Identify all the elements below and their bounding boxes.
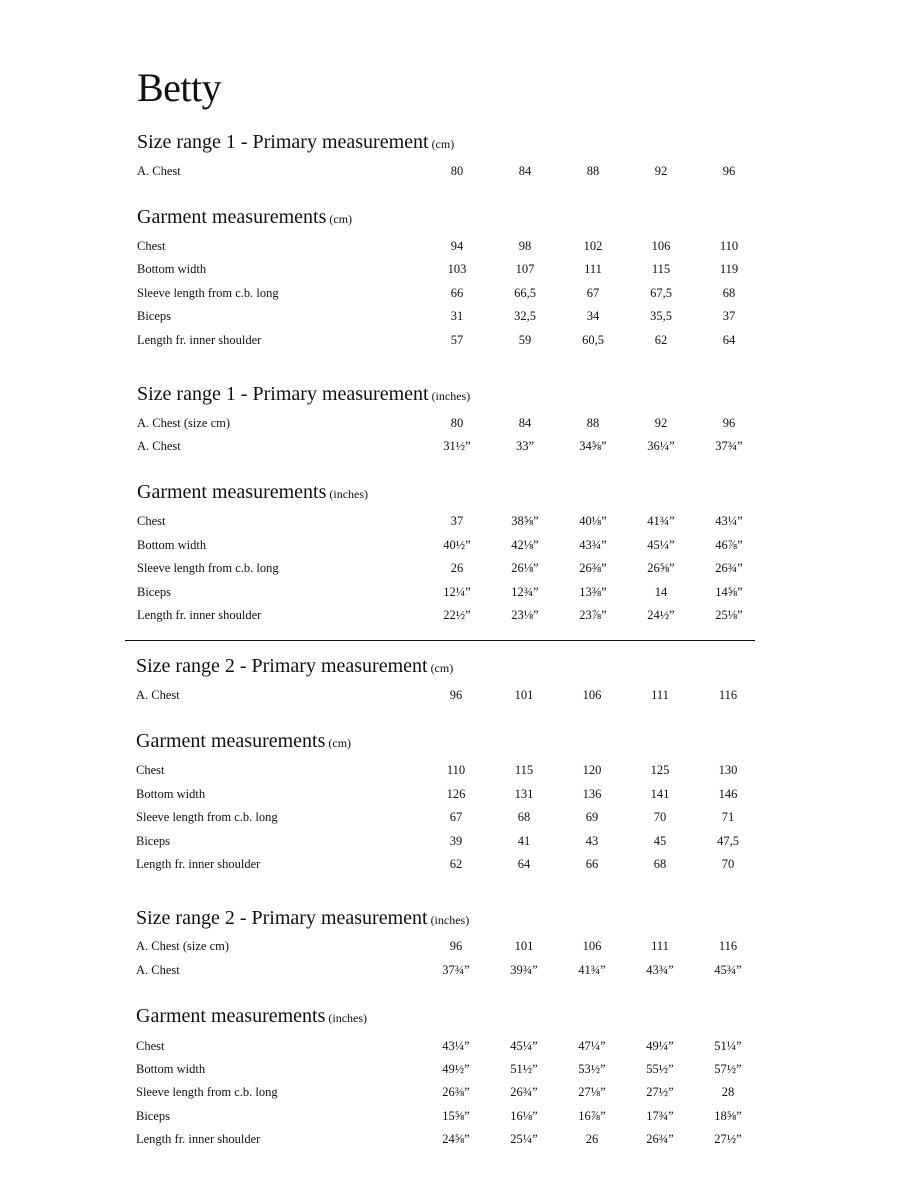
measurement-value: 15⅝” bbox=[442, 1109, 470, 1123]
measurement-value: 49½” bbox=[442, 1062, 470, 1076]
measurement-value: 115 bbox=[651, 262, 671, 276]
measurement-value: 36¼” bbox=[647, 439, 675, 453]
page-title: Betty bbox=[137, 65, 222, 110]
measurement-value: 111 bbox=[584, 262, 602, 276]
measurement-value: 26¾” bbox=[510, 1085, 538, 1099]
measurement-row bbox=[0, 936, 900, 956]
measurement-value: 84 bbox=[518, 164, 532, 178]
section-heading bbox=[136, 729, 351, 753]
measurement-value: 68 bbox=[653, 857, 667, 871]
measurement-value: 96 bbox=[722, 164, 736, 178]
measurement-row bbox=[0, 1082, 900, 1102]
measurement-value: 24½” bbox=[647, 608, 675, 622]
size-range-divider bbox=[125, 640, 755, 641]
measurement-value: 101 bbox=[514, 688, 534, 702]
measurement-value: 96 bbox=[449, 688, 463, 702]
measurement-value: 67 bbox=[586, 286, 600, 300]
measurement-value: 146 bbox=[718, 787, 738, 801]
measurement-value: 26⅛” bbox=[511, 561, 539, 575]
measurement-label: Sleeve length from c.b. long bbox=[136, 810, 278, 824]
measurement-value: 23⅞” bbox=[579, 608, 607, 622]
measurement-value: 31½” bbox=[443, 439, 471, 453]
measurement-value: 45¾” bbox=[714, 963, 742, 977]
section-unit: (cm) bbox=[431, 137, 455, 151]
measurement-value: 70 bbox=[653, 810, 667, 824]
measurement-value: 110 bbox=[719, 239, 739, 253]
measurement-value: 71 bbox=[721, 810, 735, 824]
measurement-row bbox=[0, 784, 900, 804]
measurement-value: 116 bbox=[718, 939, 738, 953]
measurement-value: 62 bbox=[449, 857, 463, 871]
measurement-value: 34 bbox=[586, 309, 600, 323]
measurement-value: 39 bbox=[449, 834, 463, 848]
measurement-value: 57 bbox=[450, 333, 464, 347]
measurement-row bbox=[0, 807, 900, 827]
measurement-value: 46⅞” bbox=[715, 538, 743, 552]
section-heading-text: Garment measurements bbox=[136, 730, 326, 752]
measurement-value: 126 bbox=[446, 787, 466, 801]
measurement-value: 136 bbox=[582, 787, 602, 801]
section-heading bbox=[136, 654, 453, 678]
measurement-label: Length fr. inner shoulder bbox=[137, 333, 262, 347]
measurement-row bbox=[0, 831, 900, 851]
measurement-value: 39¾” bbox=[510, 963, 538, 977]
measurement-value: 26⅝” bbox=[647, 561, 675, 575]
measurement-label: A. Chest (size cm) bbox=[136, 939, 230, 953]
measurement-value: 26⅜” bbox=[442, 1085, 470, 1099]
measurement-label: Sleeve length from c.b. long bbox=[137, 286, 279, 300]
section-unit: (cm) bbox=[328, 736, 352, 750]
measurement-row bbox=[0, 854, 900, 874]
measurement-value: 88 bbox=[586, 416, 600, 430]
measurement-value: 106 bbox=[582, 939, 602, 953]
measurement-label: A. Chest bbox=[137, 439, 181, 453]
measurement-value: 26¾” bbox=[715, 561, 743, 575]
measurement-value: 110 bbox=[446, 763, 466, 777]
section-heading-text: Size range 2 - Primary measurement bbox=[136, 907, 428, 929]
measurement-value: 37 bbox=[722, 309, 736, 323]
measurement-label: Length fr. inner shoulder bbox=[136, 1132, 261, 1146]
section-heading bbox=[137, 480, 368, 504]
measurement-value: 107 bbox=[515, 262, 535, 276]
measurement-value: 59 bbox=[518, 333, 532, 347]
measurement-value: 16⅛” bbox=[510, 1109, 538, 1123]
measurement-row bbox=[0, 236, 900, 256]
section-heading-text: Garment measurements bbox=[137, 481, 327, 503]
measurement-value: 51¼” bbox=[714, 1039, 742, 1053]
measurement-value: 111 bbox=[651, 688, 669, 702]
measurement-value: 70 bbox=[721, 857, 735, 871]
measurement-value: 53½” bbox=[578, 1062, 606, 1076]
measurement-value: 24⅝” bbox=[442, 1132, 470, 1146]
measurement-value: 23⅛” bbox=[511, 608, 539, 622]
measurement-value: 26⅜” bbox=[579, 561, 607, 575]
measurement-value: 119 bbox=[719, 262, 739, 276]
measurement-value: 43¼” bbox=[715, 514, 743, 528]
measurement-row bbox=[0, 413, 900, 433]
measurement-label: Biceps bbox=[137, 309, 172, 323]
measurement-row bbox=[0, 1059, 900, 1079]
measurement-value: 32,5 bbox=[514, 309, 536, 323]
section-unit: (inches) bbox=[431, 389, 471, 403]
measurement-value: 80 bbox=[450, 164, 464, 178]
measurement-value: 62 bbox=[654, 333, 668, 347]
measurement-value: 111 bbox=[651, 939, 669, 953]
measurement-value: 125 bbox=[650, 763, 670, 777]
section-unit: (inches) bbox=[430, 913, 470, 927]
measurement-value: 12¾” bbox=[511, 585, 539, 599]
measurement-value: 49¼” bbox=[646, 1039, 674, 1053]
measurement-value: 26 bbox=[450, 561, 464, 575]
measurement-value: 41¾” bbox=[647, 514, 675, 528]
measurement-value: 40½” bbox=[443, 538, 471, 552]
section-heading bbox=[137, 382, 470, 406]
measurement-row bbox=[0, 960, 900, 980]
measurement-value: 67 bbox=[449, 810, 463, 824]
measurement-value: 96 bbox=[722, 416, 736, 430]
measurement-label: Biceps bbox=[136, 834, 171, 848]
measurement-value: 141 bbox=[650, 787, 670, 801]
measurement-value: 18⅝” bbox=[714, 1109, 742, 1123]
section-heading bbox=[137, 205, 352, 229]
measurement-value: 43¾” bbox=[579, 538, 607, 552]
measurement-value: 92 bbox=[654, 416, 668, 430]
measurement-value: 98 bbox=[518, 239, 532, 253]
measurement-label: Chest bbox=[137, 514, 166, 528]
measurement-value: 14 bbox=[654, 585, 668, 599]
measurement-value: 25¼” bbox=[510, 1132, 538, 1146]
measurement-row bbox=[0, 685, 900, 705]
measurement-row bbox=[0, 535, 900, 555]
measurement-value: 67,5 bbox=[650, 286, 672, 300]
measurement-value: 16⅞” bbox=[578, 1109, 606, 1123]
measurement-value: 37¾” bbox=[442, 963, 470, 977]
measurement-value: 45¼” bbox=[647, 538, 675, 552]
measurement-label: Sleeve length from c.b. long bbox=[137, 561, 279, 575]
measurement-value: 47¼” bbox=[578, 1039, 606, 1053]
measurement-value: 103 bbox=[447, 262, 467, 276]
measurement-value: 66 bbox=[450, 286, 464, 300]
measurement-value: 80 bbox=[450, 416, 464, 430]
measurement-label: A. Chest (size cm) bbox=[137, 416, 231, 430]
measurement-value: 26 bbox=[585, 1132, 599, 1146]
measurement-value: 41¾” bbox=[578, 963, 606, 977]
measurement-label: Chest bbox=[137, 239, 166, 253]
measurement-value: 130 bbox=[718, 763, 738, 777]
measurement-value: 26¾” bbox=[646, 1132, 674, 1146]
measurement-value: 120 bbox=[582, 763, 602, 777]
measurement-value: 66,5 bbox=[514, 286, 536, 300]
measurement-value: 88 bbox=[586, 164, 600, 178]
measurement-value: 68 bbox=[517, 810, 531, 824]
measurement-value: 96 bbox=[449, 939, 463, 953]
measurement-value: 92 bbox=[654, 164, 668, 178]
measurement-value: 102 bbox=[583, 239, 603, 253]
measurement-value: 42⅛” bbox=[511, 538, 539, 552]
measurement-row bbox=[0, 436, 900, 456]
section-unit: (inches) bbox=[328, 1011, 368, 1025]
measurement-value: 106 bbox=[582, 688, 602, 702]
measurement-row bbox=[0, 558, 900, 578]
section-heading-text: Size range 1 - Primary measurement bbox=[137, 383, 429, 405]
measurement-row bbox=[0, 605, 900, 625]
measurement-label: A. Chest bbox=[136, 688, 180, 702]
measurement-value: 33” bbox=[515, 439, 535, 453]
measurement-value: 27½” bbox=[646, 1085, 674, 1099]
measurement-value: 47,5 bbox=[717, 834, 739, 848]
section-heading-text: Garment measurements bbox=[136, 1005, 326, 1027]
measurement-value: 69 bbox=[585, 810, 599, 824]
measurement-label: Chest bbox=[136, 1039, 165, 1053]
measurement-row bbox=[0, 161, 900, 181]
measurement-value: 37 bbox=[450, 514, 464, 528]
measurement-value: 101 bbox=[514, 939, 534, 953]
measurement-value: 27½” bbox=[714, 1132, 742, 1146]
measurement-value: 45 bbox=[653, 834, 667, 848]
measurement-value: 84 bbox=[518, 416, 532, 430]
measurement-value: 13⅜” bbox=[579, 585, 607, 599]
section-unit: (cm) bbox=[430, 661, 454, 675]
measurement-label: Chest bbox=[136, 763, 165, 777]
measurement-value: 31 bbox=[450, 309, 464, 323]
measurement-value: 131 bbox=[514, 787, 534, 801]
measurement-value: 106 bbox=[651, 239, 671, 253]
measurement-value: 41 bbox=[517, 834, 531, 848]
measurement-value: 12¼” bbox=[443, 585, 471, 599]
measurement-value: 57½” bbox=[714, 1062, 742, 1076]
measurement-value: 43 bbox=[585, 834, 599, 848]
measurement-row bbox=[0, 582, 900, 602]
measurement-row bbox=[0, 760, 900, 780]
section-heading-text: Size range 2 - Primary measurement bbox=[136, 655, 428, 677]
section-heading bbox=[136, 906, 469, 930]
measurement-row bbox=[0, 283, 900, 303]
measurement-value: 28 bbox=[721, 1085, 735, 1099]
measurement-value: 43¼” bbox=[442, 1039, 470, 1053]
measurement-label: Length fr. inner shoulder bbox=[137, 608, 262, 622]
section-heading-text: Garment measurements bbox=[137, 206, 327, 228]
measurement-value: 25⅛” bbox=[715, 608, 743, 622]
measurement-row bbox=[0, 511, 900, 531]
measurement-value: 45¼” bbox=[510, 1039, 538, 1053]
section-unit: (inches) bbox=[329, 487, 369, 501]
measurement-label: Bottom width bbox=[136, 787, 206, 801]
measurement-value: 17¾” bbox=[646, 1109, 674, 1123]
measurement-value: 14⅝” bbox=[715, 585, 743, 599]
measurement-label: Length fr. inner shoulder bbox=[136, 857, 261, 871]
measurement-label: A. Chest bbox=[136, 963, 180, 977]
measurement-value: 94 bbox=[450, 239, 464, 253]
measurement-value: 40⅛” bbox=[579, 514, 607, 528]
measurement-label: Biceps bbox=[137, 585, 172, 599]
measurement-value: 115 bbox=[514, 763, 534, 777]
section-heading bbox=[136, 1004, 367, 1028]
measurement-label: Bottom width bbox=[136, 1062, 206, 1076]
measurement-label: A. Chest bbox=[137, 164, 181, 178]
measurement-value: 43¾” bbox=[646, 963, 674, 977]
measurement-label: Bottom width bbox=[137, 538, 207, 552]
measurement-value: 64 bbox=[517, 857, 531, 871]
measurement-value: 51½” bbox=[510, 1062, 538, 1076]
measurement-row bbox=[0, 1106, 900, 1126]
measurement-value: 116 bbox=[718, 688, 738, 702]
measurement-value: 38⅝” bbox=[511, 514, 539, 528]
measurement-value: 27⅛” bbox=[578, 1085, 606, 1099]
measurement-row bbox=[0, 306, 900, 326]
measurement-row bbox=[0, 259, 900, 279]
measurement-row bbox=[0, 1036, 900, 1056]
measurement-value: 34⅝” bbox=[579, 439, 607, 453]
section-heading bbox=[137, 130, 454, 154]
section-heading-text: Size range 1 - Primary measurement bbox=[137, 131, 429, 153]
measurement-value: 64 bbox=[722, 333, 736, 347]
measurement-value: 37¾” bbox=[715, 439, 743, 453]
measurement-row bbox=[0, 1129, 900, 1149]
measurement-label: Bottom width bbox=[137, 262, 207, 276]
measurement-row bbox=[0, 330, 900, 350]
measurement-value: 55½” bbox=[646, 1062, 674, 1076]
measurement-value: 35,5 bbox=[650, 309, 672, 323]
measurement-value: 66 bbox=[585, 857, 599, 871]
measurement-label: Biceps bbox=[136, 1109, 171, 1123]
measurement-value: 60,5 bbox=[582, 333, 604, 347]
section-unit: (cm) bbox=[329, 212, 353, 226]
measurement-value: 68 bbox=[722, 286, 736, 300]
measurement-value: 22½” bbox=[443, 608, 471, 622]
measurement-label: Sleeve length from c.b. long bbox=[136, 1085, 278, 1099]
